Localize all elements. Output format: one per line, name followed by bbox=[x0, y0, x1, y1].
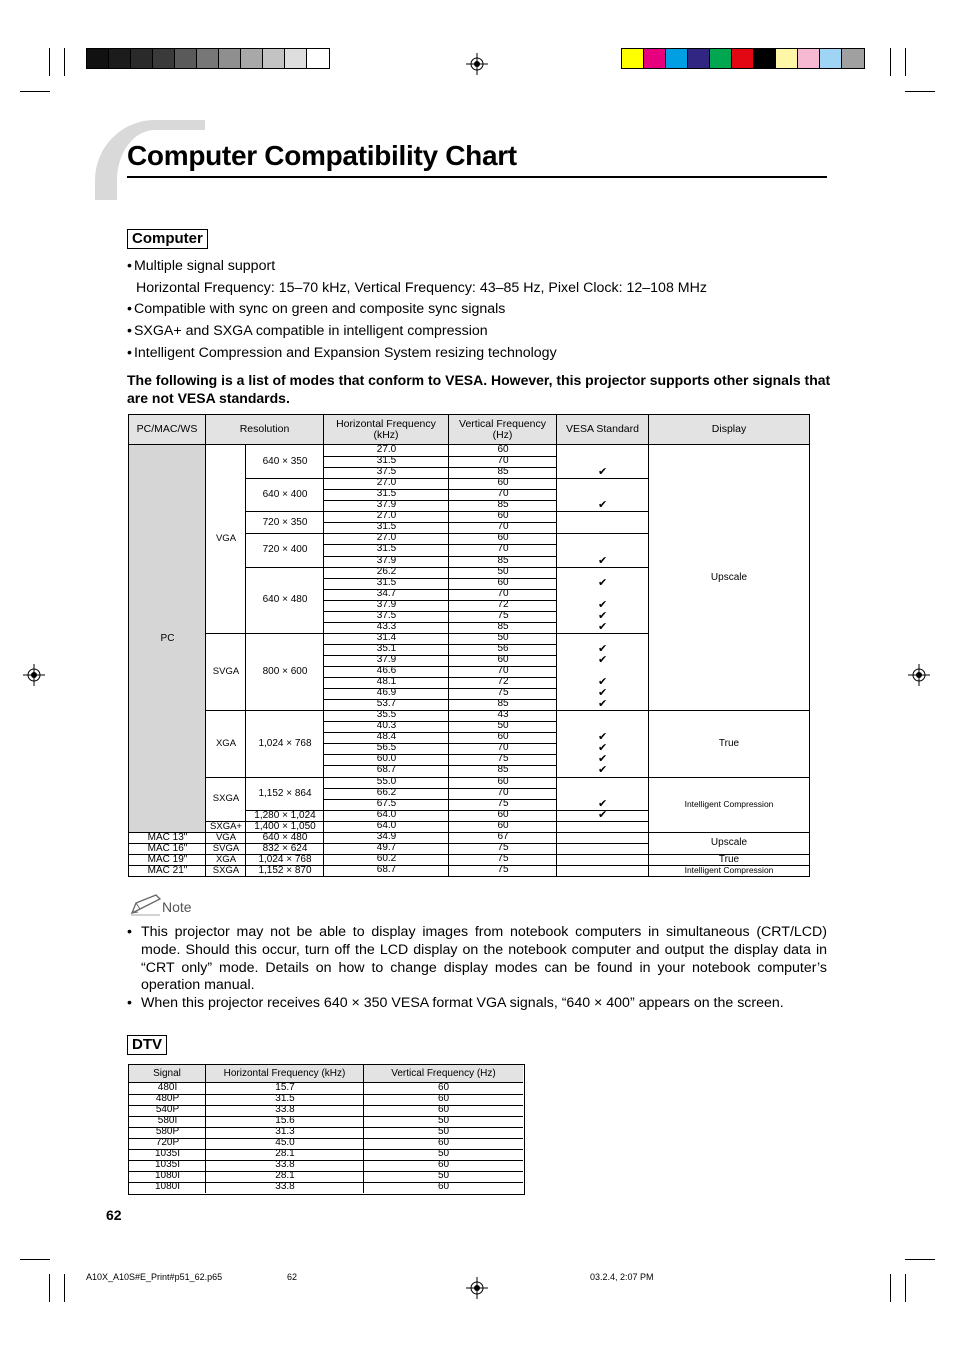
bullet-item: • Multiple signal support bbox=[127, 256, 707, 278]
dtv-vfreq: 50 bbox=[437, 1115, 450, 1126]
vfreq-value: 60 bbox=[497, 477, 509, 489]
hfreq-value: 31.5 bbox=[376, 455, 397, 467]
check-icon: ✔ bbox=[598, 764, 608, 777]
gray-swatch bbox=[109, 49, 131, 68]
hfreq-value: 31.5 bbox=[376, 488, 397, 500]
display-label: Upscale bbox=[710, 837, 748, 849]
hfreq-value: 31.5 bbox=[376, 521, 397, 533]
hfreq-value: 48.1 bbox=[376, 676, 397, 688]
vfreq-value: 60 bbox=[497, 532, 509, 544]
resolution-label: 640 × 400 bbox=[262, 489, 308, 501]
dtv-vfreq: 50 bbox=[437, 1126, 450, 1137]
computer-bullets bbox=[127, 256, 707, 365]
vfreq-value: 50 bbox=[497, 631, 509, 643]
footer-date: 03.2.4, 2:07 PM bbox=[590, 1272, 654, 1282]
dtv-signal: 1035I bbox=[154, 1159, 181, 1170]
hfreq-value: 31.5 bbox=[376, 543, 397, 555]
mode-label: SVGA bbox=[212, 666, 240, 678]
vesa-note: The following is a list of modes that conform to VESA. However, this projector supports other signals that are not VESA standards. bbox=[127, 372, 831, 406]
hfreq-value: 27.0 bbox=[376, 532, 397, 544]
resolution-label: 720 × 400 bbox=[262, 544, 308, 556]
vfreq-value: 50 bbox=[497, 720, 509, 732]
dtv-vfreq: 60 bbox=[437, 1181, 450, 1192]
hfreq-value: 55.0 bbox=[376, 775, 397, 787]
vfreq-value: 43 bbox=[497, 709, 509, 721]
resolution-label: 800 × 600 bbox=[262, 666, 308, 678]
bullet-item: • Compatible with sync on green and composite sync signals bbox=[127, 299, 707, 321]
color-swatch bbox=[820, 49, 842, 68]
mode-label: XGA bbox=[215, 737, 237, 749]
vfreq-value: 60 bbox=[497, 731, 509, 743]
hfreq-value: 60.0 bbox=[376, 753, 397, 765]
dtv-vfreq: 50 bbox=[437, 1170, 450, 1181]
dtv-signal: 1080I bbox=[154, 1170, 181, 1181]
hfreq-value: 27.0 bbox=[376, 510, 397, 522]
hfreq-value: 37.5 bbox=[376, 466, 397, 478]
dtv-vfreq: 60 bbox=[437, 1082, 450, 1093]
dtv-hfreq: 33.8 bbox=[275, 1104, 295, 1115]
vfreq-value: 70 bbox=[497, 665, 509, 676]
title-rule bbox=[127, 176, 827, 178]
platform-label: PC bbox=[160, 632, 175, 644]
vesa-divider bbox=[557, 710, 649, 711]
vfreq-value: 70 bbox=[497, 543, 509, 555]
bullet-item: Horizontal Frequency: 15–70 kHz, Vertical Frequency: 43–85 Hz, Pixel Clock: 12–108 MHz bbox=[136, 279, 707, 296]
dtv-hfreq: 15.6 bbox=[275, 1115, 295, 1126]
gray-swatch bbox=[131, 49, 153, 68]
vesa-divider bbox=[557, 821, 649, 822]
hfreq-value: 31.5 bbox=[376, 576, 397, 588]
header-vfreq: Vertical Frequency (Hz) bbox=[449, 415, 557, 445]
resolution-label: 640 × 350 bbox=[262, 456, 308, 468]
vesa-divider bbox=[557, 843, 649, 844]
vfreq-value: 75 bbox=[497, 841, 509, 853]
color-calibration-bar bbox=[621, 48, 865, 69]
registration-mark-icon bbox=[466, 53, 488, 75]
check-icon: ✔ bbox=[598, 466, 608, 479]
registration-mark-icon bbox=[466, 1277, 488, 1299]
vfreq-value: 72 bbox=[497, 676, 509, 688]
dtv-heading: DTV bbox=[127, 1035, 167, 1055]
dtv-vfreq: 60 bbox=[437, 1104, 450, 1115]
resolution-label: 1,152 × 870 bbox=[258, 864, 312, 876]
gray-swatch bbox=[153, 49, 175, 68]
hfreq-value: 27.0 bbox=[376, 444, 397, 455]
vfreq-value: 70 bbox=[497, 587, 509, 599]
vesa-divider bbox=[557, 478, 649, 479]
dtv-signal: 580I bbox=[157, 1115, 178, 1126]
vfreq-value: 60 bbox=[497, 819, 509, 831]
dtv-vfreq: 60 bbox=[437, 1159, 450, 1170]
dtv-signal: 540P bbox=[155, 1104, 180, 1115]
gray-swatch bbox=[263, 49, 285, 68]
vfreq-value: 70 bbox=[497, 521, 509, 533]
color-swatch bbox=[842, 49, 864, 68]
resolution-label: 1,280 × 1,024 bbox=[254, 809, 316, 821]
hfreq-value: 68.7 bbox=[376, 863, 397, 875]
mode-label: SXGA+ bbox=[210, 820, 242, 832]
display-label: Intelligent Compression bbox=[684, 865, 774, 876]
hfreq-value: 66.2 bbox=[376, 786, 397, 798]
vfreq-value: 60 bbox=[497, 775, 509, 787]
hfreq-value: 46.6 bbox=[376, 665, 397, 676]
vfreq-value: 60 bbox=[497, 510, 509, 522]
dtv-hfreq: 31.3 bbox=[275, 1126, 295, 1137]
vfreq-value: 75 bbox=[497, 797, 509, 809]
mode-label: SVGA bbox=[212, 842, 240, 854]
hfreq-value: 37.9 bbox=[376, 598, 397, 610]
resolution-label: 1,024 × 768 bbox=[258, 853, 312, 865]
color-swatch bbox=[644, 49, 666, 68]
mode-label: XGA bbox=[215, 853, 237, 865]
vfreq-value: 50 bbox=[497, 565, 509, 577]
vesa-divider bbox=[557, 865, 649, 866]
vesa-divider bbox=[557, 633, 649, 634]
resolution-label: 640 × 480 bbox=[262, 831, 308, 843]
vfreq-value: 60 bbox=[497, 576, 509, 588]
vesa-divider bbox=[557, 533, 649, 534]
hfreq-value: 35.1 bbox=[376, 642, 397, 654]
hfreq-value: 64.0 bbox=[376, 808, 397, 820]
vfreq-value: 70 bbox=[497, 455, 509, 467]
color-swatch bbox=[776, 49, 798, 68]
gray-calibration-bar bbox=[86, 48, 330, 69]
check-icon: ✔ bbox=[598, 698, 608, 711]
check-icon: ✔ bbox=[598, 609, 608, 622]
vfreq-value: 85 bbox=[497, 764, 509, 776]
check-icon: ✔ bbox=[598, 687, 608, 700]
color-swatch bbox=[666, 49, 688, 68]
hfreq-value: 37.5 bbox=[376, 609, 397, 621]
hfreq-value: 68.7 bbox=[376, 764, 397, 776]
dtv-signal: 720P bbox=[155, 1137, 180, 1148]
check-icon: ✔ bbox=[598, 753, 608, 766]
vfreq-value: 70 bbox=[497, 488, 509, 500]
dtv-vfreq: 50 bbox=[437, 1148, 450, 1159]
pencil-note-icon bbox=[130, 893, 162, 917]
dtv-vfreq: 60 bbox=[437, 1137, 450, 1148]
resolution-label: 1,400 × 1,050 bbox=[254, 820, 316, 832]
vesa-divider bbox=[557, 777, 649, 778]
dtv-header-hfreq: Horizontal Frequency (kHz) bbox=[206, 1065, 364, 1083]
vesa-divider bbox=[557, 832, 649, 833]
vfreq-value: 75 bbox=[497, 852, 509, 864]
check-icon: ✔ bbox=[598, 731, 608, 744]
color-swatch bbox=[710, 49, 732, 68]
resolution-label: 1,152 × 864 bbox=[258, 787, 312, 799]
page-number: 62 bbox=[106, 1207, 122, 1223]
check-icon: ✔ bbox=[598, 742, 608, 755]
vfreq-value: 85 bbox=[497, 554, 509, 566]
vfreq-value: 75 bbox=[497, 753, 509, 765]
dtv-header-vfreq: Vertical Frequency (Hz) bbox=[364, 1065, 523, 1083]
dtv-signal: 1035I bbox=[154, 1148, 181, 1159]
gray-swatch bbox=[285, 49, 307, 68]
resolution-label: 720 × 350 bbox=[262, 516, 308, 528]
footer-page: 62 bbox=[287, 1272, 298, 1282]
vfreq-value: 85 bbox=[497, 698, 509, 710]
hfreq-value: 48.4 bbox=[376, 731, 397, 743]
compatibility-table bbox=[128, 414, 810, 877]
registration-mark-icon bbox=[23, 664, 45, 686]
gray-swatch bbox=[241, 49, 263, 68]
dtv-hfreq: 28.1 bbox=[275, 1148, 295, 1159]
hfreq-value: 35.5 bbox=[376, 709, 397, 721]
vfreq-value: 75 bbox=[497, 609, 509, 621]
gray-swatch bbox=[219, 49, 241, 68]
dtv-signal: 580P bbox=[155, 1126, 180, 1137]
hfreq-value: 37.9 bbox=[376, 653, 397, 665]
vfreq-value: 60 bbox=[497, 808, 509, 820]
color-swatch bbox=[754, 49, 776, 68]
dtv-hfreq: 31.5 bbox=[275, 1093, 295, 1104]
check-icon: ✔ bbox=[598, 499, 608, 512]
vfreq-value: 75 bbox=[497, 687, 509, 699]
vfreq-value: 85 bbox=[497, 499, 509, 511]
hfreq-value: 49.7 bbox=[376, 841, 397, 853]
hfreq-value: 34.7 bbox=[376, 587, 397, 599]
platform-label: MAC 16" bbox=[147, 842, 188, 854]
dtv-header-signal: Signal bbox=[129, 1065, 206, 1083]
page-title: Computer Compatibility Chart bbox=[127, 140, 517, 171]
color-swatch bbox=[732, 49, 754, 68]
vfreq-value: 60 bbox=[497, 653, 509, 665]
mode-label: SXGA bbox=[212, 864, 240, 876]
resolution-label: 832 × 624 bbox=[262, 842, 308, 854]
note-item: • When this projector receives 640 × 350 VESA format VGA signals, “640 × 400” appears on the screen. bbox=[127, 995, 827, 1013]
dtv-hfreq: 33.8 bbox=[275, 1181, 295, 1192]
color-swatch bbox=[798, 49, 820, 68]
check-icon: ✔ bbox=[598, 642, 608, 655]
vfreq-value: 85 bbox=[497, 466, 509, 478]
display-label: True bbox=[718, 853, 740, 865]
vesa-divider bbox=[557, 854, 649, 855]
check-icon: ✔ bbox=[598, 797, 608, 810]
vfreq-value: 60 bbox=[497, 444, 509, 455]
hfreq-value: 64.0 bbox=[376, 819, 397, 831]
mode-label: SXGA bbox=[212, 793, 240, 805]
dtv-table bbox=[128, 1064, 525, 1195]
vfreq-value: 72 bbox=[497, 598, 509, 610]
note-item: • This projector may not be able to display images from notebook computers in simultaneous (CRT/LCD) mode. Should this occur, turn off the LCD display on the notebook computer and output the display data in “CRT only” mode. Details on how to change display modes can be found in your notebook computer’s operation manual. bbox=[127, 924, 827, 995]
vesa-divider bbox=[557, 567, 649, 568]
vfreq-value: 56 bbox=[497, 642, 509, 654]
vfreq-value: 67 bbox=[497, 830, 509, 842]
resolution-label: 1,024 × 768 bbox=[258, 737, 312, 749]
note-label: Note bbox=[162, 899, 192, 915]
vfreq-value: 75 bbox=[497, 863, 509, 875]
hfreq-value: 56.5 bbox=[376, 742, 397, 754]
check-icon: ✔ bbox=[598, 576, 608, 589]
hfreq-value: 53.7 bbox=[376, 698, 397, 710]
dtv-hfreq: 45.0 bbox=[275, 1137, 295, 1148]
dtv-hfreq: 15.7 bbox=[275, 1082, 295, 1093]
hfreq-value: 27.0 bbox=[376, 477, 397, 489]
registration-mark-icon bbox=[908, 664, 930, 686]
hfreq-value: 40.3 bbox=[376, 720, 397, 732]
check-icon: ✔ bbox=[598, 554, 608, 567]
gray-swatch bbox=[307, 49, 329, 68]
dtv-signal: 480I bbox=[157, 1082, 178, 1093]
display-label: True bbox=[718, 737, 740, 749]
color-swatch bbox=[688, 49, 710, 68]
hfreq-value: 26.2 bbox=[376, 565, 397, 577]
dtv-signal: 1080I bbox=[154, 1181, 181, 1192]
dtv-hfreq: 28.1 bbox=[275, 1170, 295, 1181]
check-icon: ✔ bbox=[598, 808, 608, 821]
header-resolution: Resolution bbox=[206, 415, 324, 445]
dtv-hfreq: 33.8 bbox=[275, 1159, 295, 1170]
header-vesa: VESA Standard bbox=[557, 415, 649, 445]
check-icon: ✔ bbox=[598, 653, 608, 666]
hfreq-value: 60.2 bbox=[376, 852, 397, 864]
resolution-label: 640 × 480 bbox=[262, 594, 308, 606]
header-pcmacws: PC/MAC/WS bbox=[129, 415, 206, 445]
gray-swatch bbox=[197, 49, 219, 68]
display-label: Upscale bbox=[710, 572, 748, 584]
header-display: Display bbox=[649, 415, 809, 445]
bullet-item: • SXGA+ and SXGA compatible in intelligent compression bbox=[127, 321, 707, 343]
vfreq-value: 70 bbox=[497, 742, 509, 754]
mode-label: VGA bbox=[215, 533, 237, 545]
dtv-vfreq: 60 bbox=[437, 1093, 450, 1104]
check-icon: ✔ bbox=[598, 598, 608, 611]
display-label: Intelligent Compression bbox=[684, 799, 774, 810]
check-icon: ✔ bbox=[598, 620, 608, 633]
hfreq-value: 43.3 bbox=[376, 620, 397, 632]
vfreq-value: 85 bbox=[497, 620, 509, 632]
bullet-item: • Intelligent Compression and Expansion System resizing technology bbox=[127, 343, 707, 365]
platform-label: MAC 13" bbox=[147, 831, 188, 843]
hfreq-value: 31.4 bbox=[376, 631, 397, 643]
vfreq-value: 70 bbox=[497, 786, 509, 798]
platform-label: MAC 19" bbox=[147, 853, 188, 865]
hfreq-value: 67.5 bbox=[376, 797, 397, 809]
computer-heading: Computer bbox=[127, 229, 208, 249]
dtv-signal: 480P bbox=[155, 1093, 180, 1104]
gray-swatch bbox=[87, 49, 109, 68]
hfreq-value: 37.9 bbox=[376, 499, 397, 511]
color-swatch bbox=[622, 49, 644, 68]
platform-label: MAC 21" bbox=[147, 864, 188, 876]
footer-file: A10X_A10S#E_Print#p51_62.p65 bbox=[86, 1272, 223, 1282]
hfreq-value: 37.9 bbox=[376, 554, 397, 566]
mode-label: VGA bbox=[215, 831, 237, 843]
header-hfreq: Horizontal Frequency (kHz) bbox=[324, 415, 449, 445]
gray-swatch bbox=[175, 49, 197, 68]
notes-list bbox=[127, 924, 827, 1013]
check-icon: ✔ bbox=[598, 676, 608, 689]
vesa-divider bbox=[557, 511, 649, 512]
hfreq-value: 46.9 bbox=[376, 687, 397, 699]
hfreq-value: 34.9 bbox=[376, 830, 397, 842]
